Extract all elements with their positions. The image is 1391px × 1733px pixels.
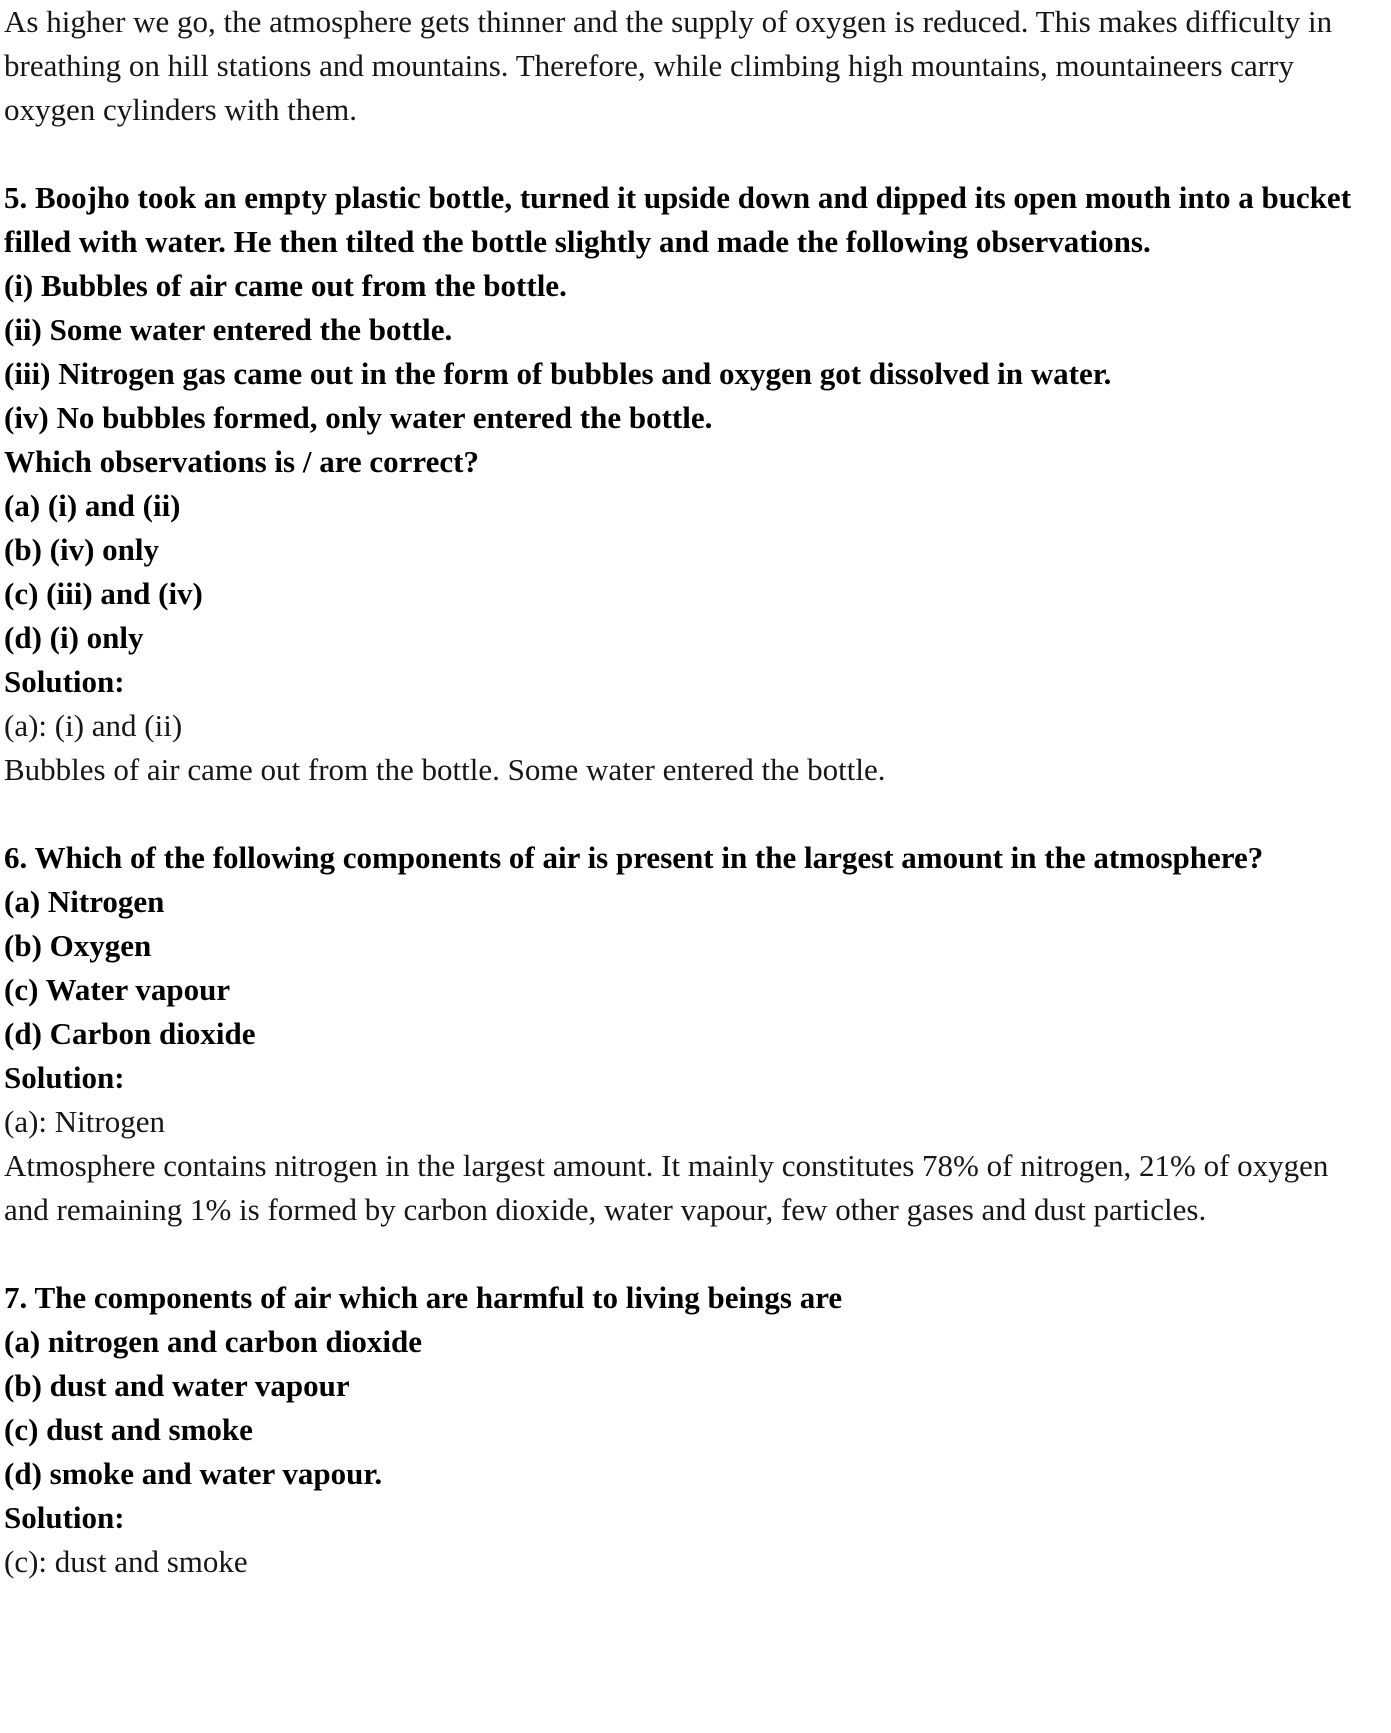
question-7-option-b: (b) dust and water vapour xyxy=(4,1368,350,1403)
question-6-option-a: (a) Nitrogen xyxy=(4,884,165,919)
section-gap xyxy=(4,132,1361,176)
question-7-solution-label: Solution: xyxy=(4,1500,125,1535)
question-5-solution-label: Solution: xyxy=(4,664,125,699)
question-6-option-d: (d) Carbon dioxide xyxy=(4,1016,256,1051)
section-gap xyxy=(4,1232,1361,1276)
question-7-block xyxy=(4,1276,1361,1584)
question-5-option-b: (b) (iv) only xyxy=(4,532,159,567)
question-7-option-a: (a) nitrogen and carbon dioxide xyxy=(4,1324,422,1359)
question-7-option-d: (d) smoke and water vapour. xyxy=(4,1456,383,1491)
question-5-option-c: (c) (iii) and (iv) xyxy=(4,576,203,611)
question-5-observation-1: (i) Bubbles of air came out from the bottle. xyxy=(4,268,567,303)
question-6-explanation: Atmosphere contains nitrogen in the largest amount. It mainly constitutes 78% of nitrogen, 21% of oxygen and remaining 1% is formed by carbon dioxide, water vapour, few other gases and dust particles. xyxy=(4,1148,1329,1227)
question-5-text: 5. Boojho took an empty plastic bottle, turned it upside down and dipped its open mouth into a bucket filled with water. He then tilted the bottle slightly and made the following observations. xyxy=(4,180,1352,259)
question-6-option-c: (c) Water vapour xyxy=(4,972,231,1007)
question-5-observation-3: (iii) Nitrogen gas came out in the form of bubbles and oxygen got dissolved in water. xyxy=(4,356,1112,391)
question-6-answer: (a): Nitrogen xyxy=(4,1104,165,1139)
question-6-solution-label: Solution: xyxy=(4,1060,125,1095)
question-6-option-b: (b) Oxygen xyxy=(4,928,152,963)
question-7-text: 7. The components of air which are harmful to living beings are xyxy=(4,1280,843,1315)
question-7-answer: (c): dust and smoke xyxy=(4,1544,248,1579)
question-5-block xyxy=(4,176,1361,792)
question-7-option-c: (c) dust and smoke xyxy=(4,1412,253,1447)
question-5-option-a: (a) (i) and (ii) xyxy=(4,488,181,523)
question-5-observation-4: (iv) No bubbles formed, only water entered the bottle. xyxy=(4,400,713,435)
question-6-text: 6. Which of the following components of air is present in the largest amount in the atmosphere? xyxy=(4,840,1264,875)
question-5-observation-2: (ii) Some water entered the bottle. xyxy=(4,312,453,347)
question-6-block xyxy=(4,836,1361,1232)
question-5-prompt: Which observations is / are correct? xyxy=(4,444,479,479)
section-gap xyxy=(4,792,1361,836)
question-5-answer: (a): (i) and (ii) xyxy=(4,708,183,743)
intro-paragraph: As higher we go, the atmosphere gets thinner and the supply of oxygen is reduced. This makes difficulty in breathing on hill stations and mountains. Therefore, while climbing high mountains, mountaineers carry oxygen cylinders with them. xyxy=(4,4,1333,127)
question-5-option-d: (d) (i) only xyxy=(4,620,144,655)
question-5-explanation: Bubbles of air came out from the bottle. Some water entered the bottle. xyxy=(4,752,886,787)
